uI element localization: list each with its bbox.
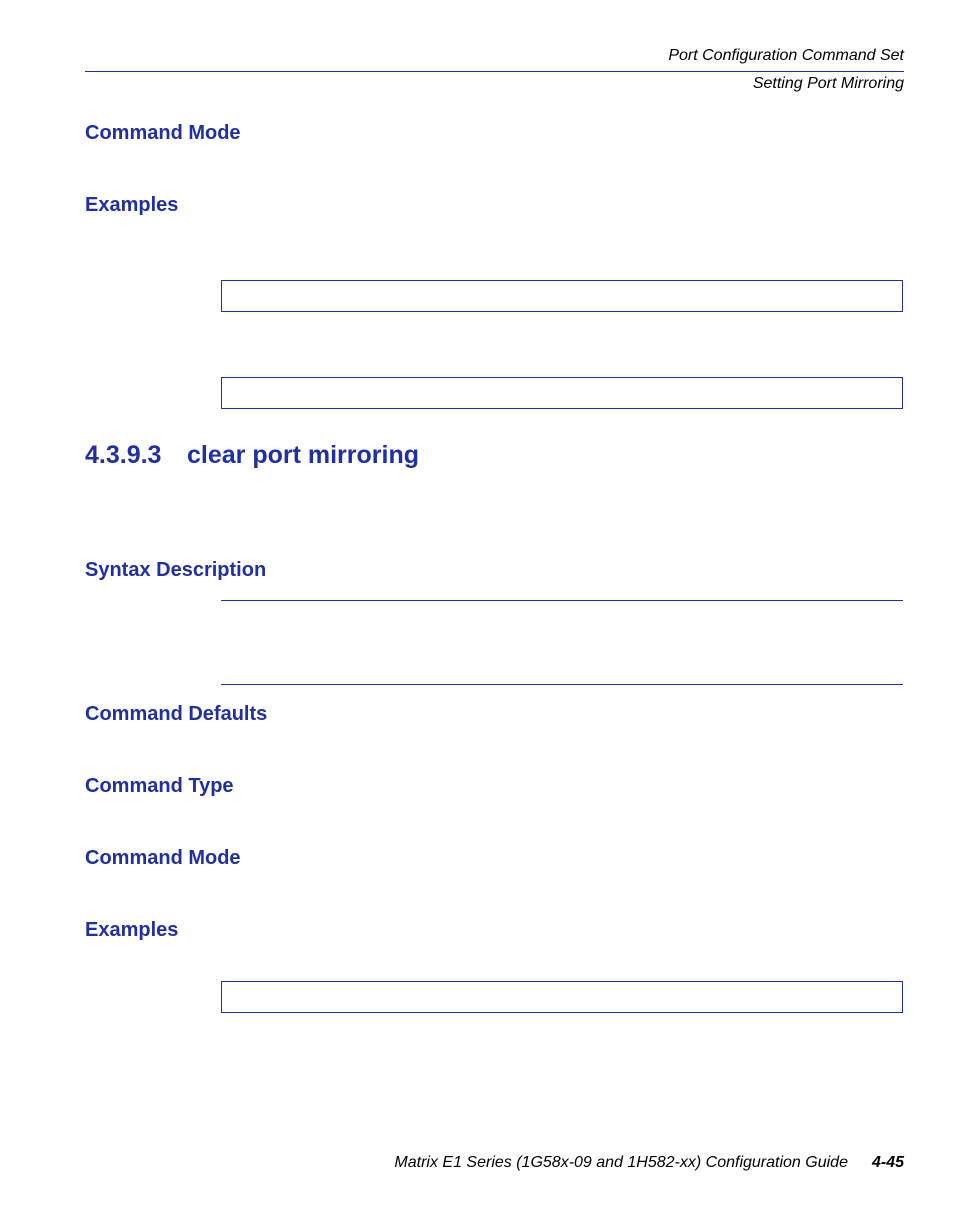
command-mode-heading: Command Mode bbox=[85, 847, 241, 869]
section-number: 4.3.9.3 bbox=[85, 441, 162, 469]
footer-guide-title: Matrix E1 Series (1G58x-09 and 1H582-xx) Configuration Guide bbox=[394, 1154, 848, 1171]
section-title: clear port mirroring bbox=[187, 441, 419, 469]
command-mode-heading: Command Mode bbox=[85, 122, 241, 144]
syntax-table-top-rule bbox=[221, 600, 903, 601]
page-number: 4-45 bbox=[871, 1154, 904, 1171]
example-command-box bbox=[221, 377, 903, 409]
command-defaults-heading: Command Defaults bbox=[85, 703, 268, 725]
running-header-chapter: Port Configuration Command Set bbox=[668, 47, 904, 64]
examples-heading: Examples bbox=[85, 194, 179, 216]
example-command-box bbox=[221, 981, 903, 1013]
running-header-section: Setting Port Mirroring bbox=[752, 75, 904, 92]
section-heading bbox=[85, 441, 419, 470]
syntax-description-heading: Syntax Description bbox=[85, 559, 267, 581]
syntax-table-bottom-rule bbox=[221, 684, 903, 685]
command-type-heading: Command Type bbox=[85, 775, 234, 797]
example-command-box bbox=[221, 280, 903, 312]
page-footer bbox=[394, 1154, 904, 1172]
header-rule bbox=[85, 71, 904, 72]
examples-heading: Examples bbox=[85, 919, 179, 941]
